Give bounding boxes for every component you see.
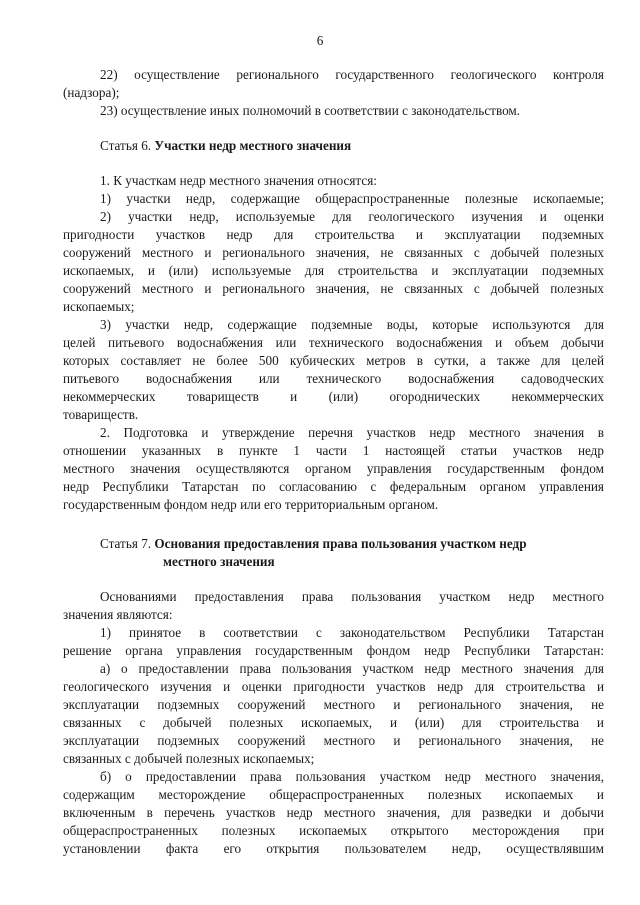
art6-p2-line-2: отношении указанных в пункте 1 части 1 настоящей статьи участков недр — [63, 443, 604, 458]
art6-p2-line-3: местного значения осуществляются органом управления государственным фондом — [63, 461, 604, 476]
article-6-prefix: Статья 6. — [100, 138, 152, 153]
article-7-title-line-1: Основания предоставления права пользования участком недр — [154, 536, 527, 551]
article-6-title: Участки недр местного значения — [154, 138, 352, 153]
art6-p1-sub2-line-3: сооружений местного и регионального значения, не связанных с добычей полезных — [63, 245, 604, 260]
art6-p2-line-4: недр Республики Татарстан по согласованию с федеральным органом управления — [63, 479, 604, 494]
art7-a-line-1: а) о предоставлении права пользования участком недр местного значения для — [100, 661, 604, 676]
art7-b-line-2: содержащим месторождение общераспространенных полезных ископаемых и — [63, 787, 604, 802]
art6-p1-sub3-line-5: некоммерческих товариществ и (или) огороднических некоммерческих — [63, 389, 604, 404]
item-22-line-1: 22) осуществление регионального государственного геологического контроля — [100, 67, 604, 82]
article-7-prefix: Статья 7. — [100, 536, 152, 551]
article-7-title-line-2: местного значения — [163, 554, 275, 569]
art7-item1-line-1: 1) принятое в соответствии с законодательством Республики Татарстан — [100, 625, 604, 640]
art7-intro-line-1: Основаниями предоставления права пользования участком недр местного — [100, 589, 604, 604]
art7-b-line-4: общераспространенных полезных ископаемых открытого месторождения при — [63, 823, 604, 838]
art7-a-line-5: эксплуатации подземных сооружений местного и регионального значения, не — [63, 733, 604, 748]
art6-p1-sub2-line-2: пригодности участков недр для строительства и эксплуатации подземных — [63, 227, 604, 242]
art6-p2-line-1: 2. Подготовка и утверждение перечня участков недр местного значения в — [100, 425, 604, 440]
art7-a-line-4: связанных с добычей полезных ископаемых, и (или) для строительства и — [63, 715, 604, 730]
art6-p1-sub2-line-4: ископаемых, и (или) используемые для строительства и эксплуатации подземных — [63, 263, 604, 278]
item-22-line-2: (надзора); — [63, 85, 120, 100]
art6-p1-sub3-line-4: питьевого водоснабжения или технического водоснабжения садоводческих — [63, 371, 604, 386]
art6-p1-sub2-line-1: 2) участки недр, используемые для геологического изучения и оценки — [100, 209, 604, 224]
art6-p2-line-5: государственным фондом недр или его территориальным органом. — [63, 497, 439, 512]
art7-a-line-3: эксплуатации подземных сооружений местного и регионального значения, не — [63, 697, 604, 712]
art6-p1-sub2-line-5: сооружений местного и регионального значения, не связанных с добычей полезных — [63, 281, 604, 296]
art7-intro-line-2: значения являются: — [63, 607, 173, 622]
art6-p1-sub1: 1) участки недр, содержащие общераспространенные полезные ископаемые; — [100, 191, 604, 206]
item-23: 23) осуществление иных полномочий в соответствии с законодательством. — [100, 103, 521, 118]
art7-b-line-3: включенным в перечень участков недр местного значения, для разведки и добычи — [63, 805, 604, 820]
art6-p1-sub3-line-3: которых составляет не более 500 кубических метров в сутки, а также для целей — [63, 353, 604, 368]
art7-a-line-6: связанных с добычей полезных ископаемых; — [63, 751, 315, 766]
art6-p1-intro: 1. К участкам недр местного значения относятся: — [100, 173, 377, 188]
art7-b-line-1: б) о предоставлении права пользования участком недр местного значения, — [100, 769, 604, 784]
article-7-heading — [100, 536, 604, 552]
art7-a-line-2: геологического изучения и оценки пригодности участков недр для строительства и — [63, 679, 604, 694]
art6-p1-sub3-line-1: 3) участки недр, содержащие подземные воды, которые используются для — [100, 317, 604, 332]
art7-b-line-5: установлении факта его открытия пользователем недр, осуществлявшим — [63, 841, 604, 856]
art6-p1-sub3-line-6: товариществ. — [63, 407, 139, 422]
art7-item1-line-2: решение органа управления государственным фондом недр Республики Татарстан: — [63, 643, 604, 658]
article-6-heading — [100, 138, 604, 154]
art6-p1-sub2-line-6: ископаемых; — [63, 299, 135, 314]
page-number: 6 — [316, 33, 324, 48]
art6-p1-sub3-line-2: целей питьевого водоснабжения или технического водоснабжения и объем добычи — [63, 335, 604, 350]
